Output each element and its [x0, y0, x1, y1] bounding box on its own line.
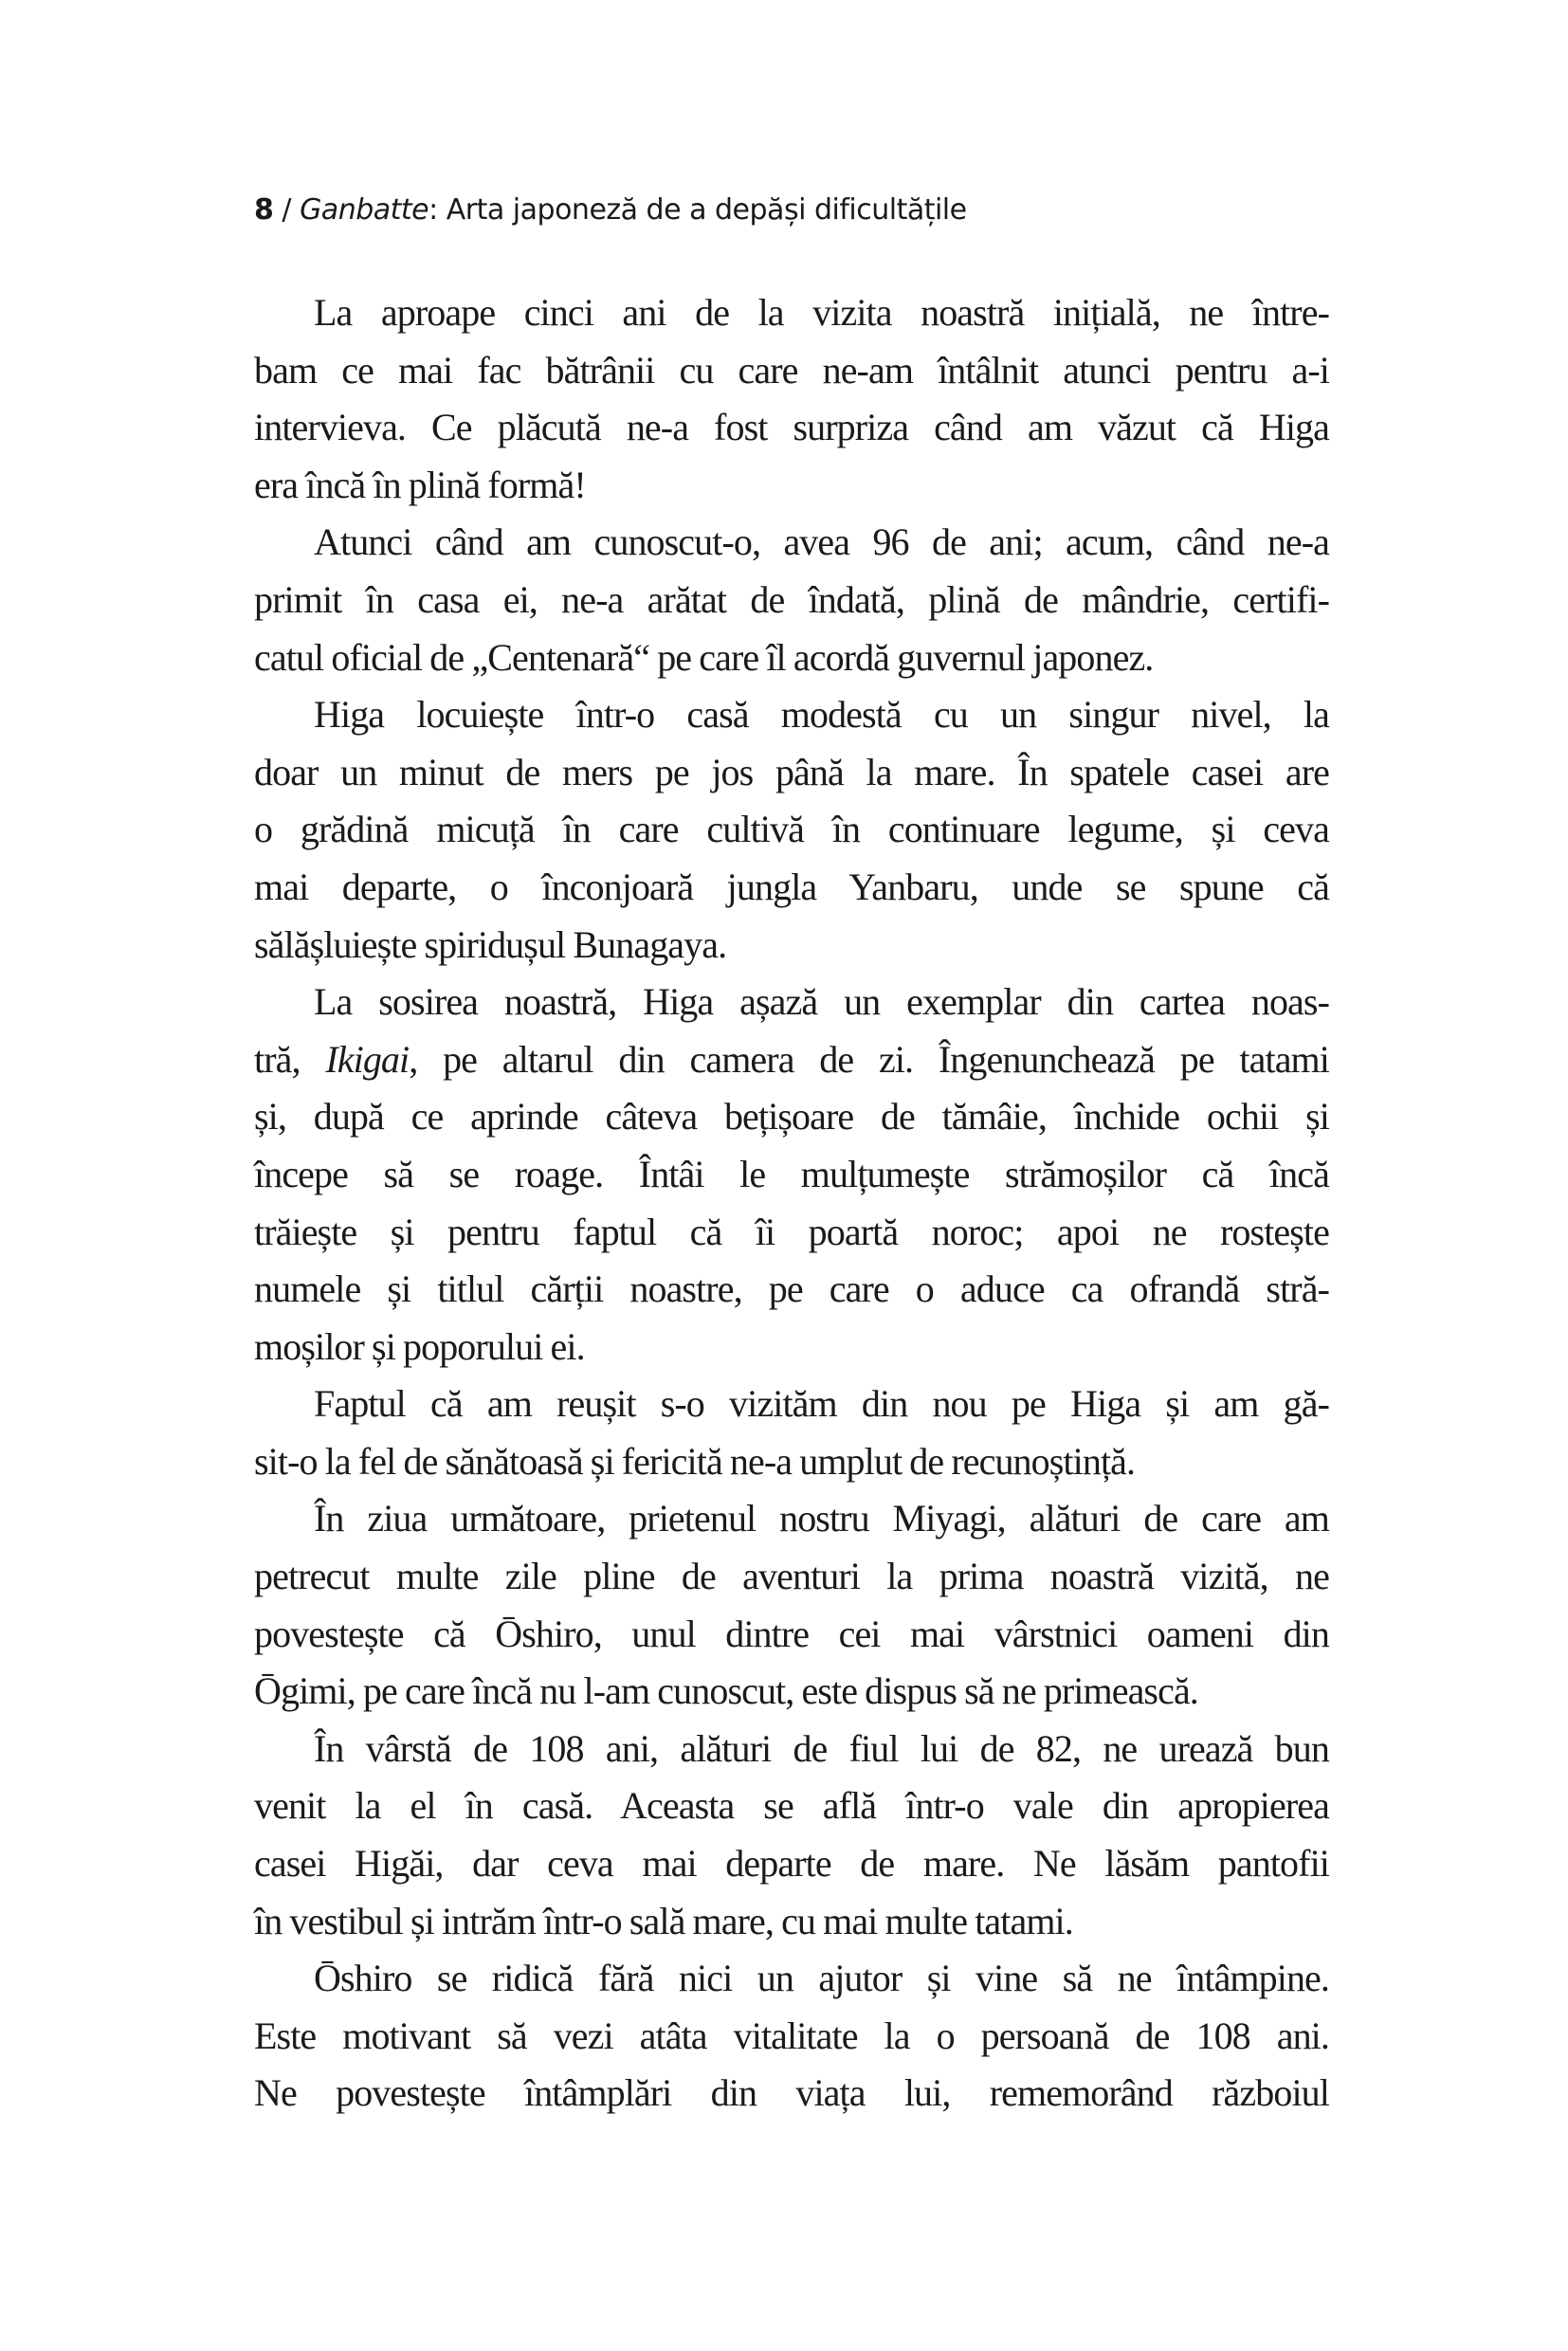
text-line: sălășluiește spiridușul Bunagaya.: [254, 922, 727, 966]
paragraph: [254, 1721, 1329, 1950]
text-line: intervieva. Ce plăcută ne-a fost surpriza când am văzut că Higa: [254, 406, 1329, 449]
text-line: venit la el în casă. Aceasta se află într-o vale din apropierea: [254, 1784, 1329, 1828]
text-line: Ōshiro se ridică fără nici un ajutor și vine să ne întâmpine.: [314, 1957, 1329, 2000]
paragraph: [254, 284, 1329, 514]
text-line: și, după ce aprinde câteva bețișoare de tămâie, închide ochii și: [254, 1095, 1329, 1139]
header-separator: /: [273, 193, 301, 227]
text-line: începe să se roage. Întâi le mulțumește strămoșilor că încă: [254, 1152, 1329, 1195]
text-line: povestește că Ōshiro, unul dintre cei mai vârstnici oameni din: [254, 1612, 1329, 1655]
text-line: La sosirea noastră, Higa așază un exemplar din cartea noas-: [314, 980, 1329, 1024]
header-subtitle: : Arta japoneză de a depăși dificultățile: [428, 193, 967, 227]
text-line: catul oficial de „Centenară“ pe care îl acordă guvernul japonez.: [254, 635, 1154, 679]
paragraph: [254, 514, 1329, 686]
paragraph: [254, 974, 1329, 1376]
text-line: În vârstă de 108 ani, alături de fiul lui de 82, ne urează bun: [314, 1726, 1329, 1770]
running-header: [254, 193, 967, 227]
text-line: trăiește și pentru faptul că îi poartă noroc; apoi ne rostește: [254, 1210, 1329, 1253]
text-line: sit-o la fel de sănătoasă și fericită ne-a umplut de recunoștință.: [254, 1439, 1136, 1483]
paragraph: [254, 1490, 1329, 1720]
text-line: petrecut multe zile pline de aventuri la prima noastră vizită, ne: [254, 1555, 1329, 1598]
text-line: În ziua următoare, prietenul nostru Miyagi, alături de care am: [314, 1497, 1329, 1540]
text-line: Faptul că am reușit s-o vizităm din nou pe Higa și am gă-: [314, 1382, 1329, 1426]
text-line: Atunci când am cunoscut-o, avea 96 de ani; acum, când ne-a: [314, 520, 1329, 564]
text-line: Ōgimi, pe care încă nu l-am cunoscut, este dispus să ne primească.: [254, 1669, 1198, 1713]
text-segment: , pe altarul din camera de zi. Îngenunchează pe tatami: [409, 1037, 1329, 1081]
text-line: în vestibul și intrăm într-o sală mare, cu mai multe tatami.: [254, 1899, 1073, 1942]
text-line: era încă în plină formă!: [254, 463, 586, 506]
italic-title: Ikigai: [325, 1037, 410, 1081]
text-line: casei Higăi, dar ceva mai departe de mare. Ne lăsăm pantofii: [254, 1842, 1329, 1886]
text-line: [254, 1031, 1329, 1089]
text-line: Este motivant să vezi atâta vitalitate la o persoană de 108 ani.: [254, 2014, 1329, 2057]
text-line: mai departe, o înconjoară jungla Yanbaru, unde se spune că: [254, 865, 1329, 908]
text-line: Higa locuiește într-o casă modestă cu un singur nivel, la: [314, 693, 1329, 737]
paragraph: [254, 686, 1329, 974]
paragraph: [254, 1950, 1329, 2123]
text-line: Ne povestește întâmplări din viața lui, rememorând războiul: [254, 2071, 1329, 2115]
text-line: bam ce mai fac bătrânii cu care ne-am întâlnit atunci pentru a-i: [254, 348, 1329, 392]
text-line: doar un minut de mers pe jos până la mare. În spatele casei are: [254, 750, 1329, 793]
text-line: La aproape cinci ani de la vizita noastră inițială, ne între-: [314, 291, 1329, 334]
text-line: moșilor și poporului ei.: [254, 1324, 585, 1368]
page-body-text: [254, 284, 1329, 2123]
text-segment: tră,: [254, 1037, 326, 1081]
text-line: primit în casa ei, ne-a arătat de îndată, plină de mândrie, certifi-: [254, 577, 1329, 621]
text-line: numele și titlul cărții noastre, pe care o aduce ca ofrandă stră-: [254, 1267, 1329, 1311]
page-number: 8: [254, 193, 274, 227]
book-title: Ganbatte: [300, 193, 429, 227]
text-line: o grădină micuță în care cultivă în continuare legume, și ceva: [254, 808, 1329, 851]
paragraph: [254, 1376, 1329, 1490]
